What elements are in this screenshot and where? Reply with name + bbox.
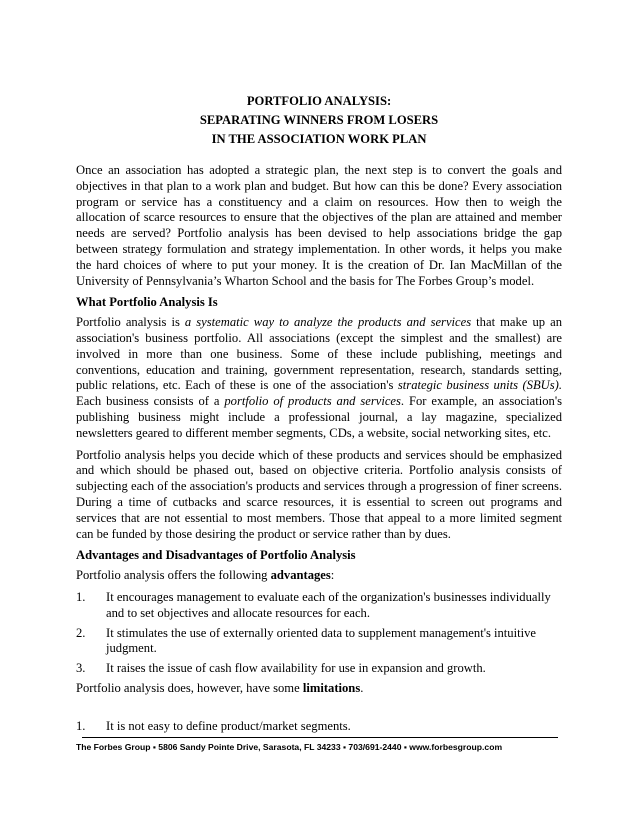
page-footer: The Forbes Group ▪ 5806 Sandy Pointe Drive, Sarasota, FL 34233 ▪ 703/691-2440 ▪ www.forbesgroup.com [76,742,503,752]
text-run: Portfolio analysis offers the following [76,568,271,583]
what-is-paragraph-1 [76,315,562,441]
list-item-text: It raises the issue of cash flow availability for use in expansion and growth. [106,661,486,676]
emphasis-systematic-way: a systematic way to analyze the products and services [184,315,472,330]
title-line-3: IN THE ASSOCIATION WORK PLAN [211,132,427,146]
emphasis-sbus: strategic business units (SBUs). [397,378,563,393]
list-number: 2. [76,625,86,640]
document-title [0,92,638,149]
text-run: that make up an association's business portfolio. All associations (except the simplest and the smallest) are involved in more than one business. Some of these include publishing, meetings and conventions, education and training, government representation, research, standards setting, public relations, etc. Each of these is one of the association's [76,315,562,393]
advantages-bold: advantages [270,568,331,583]
title-line-1: PORTFOLIO ANALYSIS: [246,94,392,108]
title-line-2: SEPARATING WINNERS FROM LOSERS [199,113,439,127]
intro-paragraph: Once an association has adopted a strategic plan, the next step is to convert the goals and objectives in that plan to a work plan and budget. But how can this be done? Every association program or service has a constituency and a claim on resources. How then to weigh the allocation of scarce resources to ensure that the objectives of the plan are attained and member needs are served? Portfolio analysis has been devised to help associations bridge the gap between strategy formulation and strategy implementation. In other words, it helps you make the hard choices of where to put your money. It is the creation of Dr. Ian MacMillan of the University of Pennsylvania’s Wharton School and the basis for The Forbes Group’s model. [76,163,562,288]
list-item-text: It encourages management to evaluate each of the organization's businesses individually and to set objectives and allocate resources for each. [106,589,551,620]
text-run: . [360,680,364,695]
text-run: Portfolio analysis is [76,315,185,330]
document-body [76,163,562,739]
list-item [76,661,562,677]
list-number: 1. [76,718,86,733]
list-item-text: It stimulates the use of externally oriented data to supplement management's intuitive judgment. [106,625,536,656]
list-number: 1. [76,589,86,604]
text-run: . For example, an association's publishing business might include a professional journal, a lay magazine, specialized newsletters geared to different member segments, CDs, a website, social networking sites, etc. [76,394,562,440]
text-run: : [330,568,335,583]
list-item [76,590,562,622]
limitations-intro [76,681,562,697]
spacer [76,703,562,719]
limitations-list [76,719,562,735]
footer-divider [82,737,558,738]
list-item [76,626,562,658]
what-is-paragraph-2: Portfolio analysis helps you decide which of these products and services should be emphasized and which should be phased out, based on objective criteria. Portfolio analysis consists of subjecting each of the association's products and services through a progression of finer screens. During a time of cutbacks and scarce resources, it is essential to screen out programs and services that are not essential to most members. Those that appeal to a more limited segment can be funded by those desiring the product or service rather than by dues. [76,447,562,541]
limitations-bold: limitations [302,680,361,695]
advantages-list [76,590,562,677]
emphasis-portfolio: portfolio of products and services [224,394,401,409]
text-run: Portfolio analysis does, however, have some [76,680,303,695]
list-number: 3. [76,661,86,676]
list-item [76,719,562,735]
text-run: Each business consists of a [76,394,225,409]
section-heading-advantages: Advantages and Disadvantages of Portfolio Analysis [76,548,356,563]
advantages-intro [76,568,562,584]
section-heading-what-is: What Portfolio Analysis Is [76,295,218,310]
list-item-text: It is not easy to define product/market segments. [106,718,351,733]
